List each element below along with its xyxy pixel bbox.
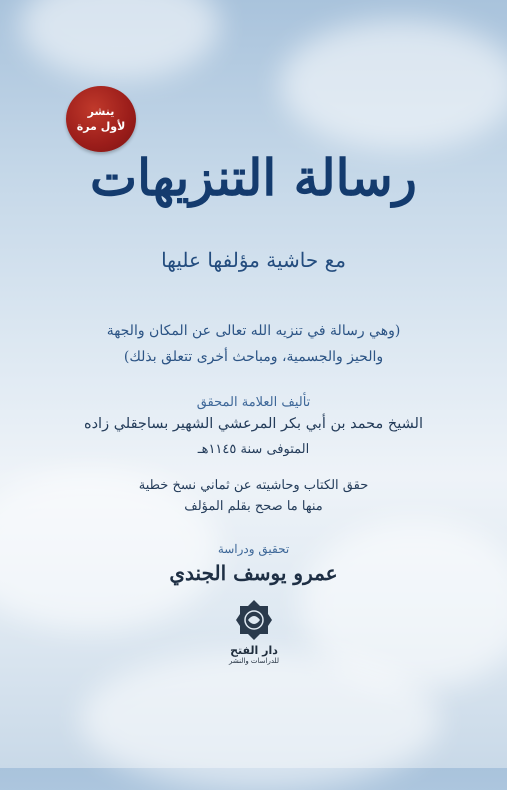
description-line-1: (وهي رسالة في تنزيه الله تعالى عن المكان والجهة	[106, 323, 401, 339]
author-name: الشيخ محمد بن أبي بكر المرعشي الشهير بساجقلي زاده	[84, 416, 423, 432]
seal-line-1: ينشر	[87, 105, 115, 118]
description-line-2: والحيز والجسمية، ومباحث أخرى تتعلق بذلك)	[123, 349, 384, 365]
book-title: رسالة التنزيهات	[90, 148, 417, 207]
author-label: تأليف العلامة المحقق	[196, 395, 311, 410]
seal-line-2: لأول مرة	[76, 120, 126, 133]
publisher-name: دار الفتح	[230, 644, 278, 657]
book-description	[50, 318, 457, 370]
edition-line-2: منها ما صحح بقلم المؤلف	[184, 499, 323, 514]
first-publication-seal	[66, 86, 136, 152]
editor-name: عمرو يوسف الجندي	[169, 561, 338, 585]
edition-line-1: حقق الكتاب وحاشيته عن ثماني نسخ خطية	[138, 478, 369, 493]
editor-label: تحقيق ودراسة	[217, 542, 290, 556]
publisher-tagline: للدراسات والنشر	[229, 657, 279, 665]
book-subtitle: مع حاشية مؤلفها عليها	[161, 248, 346, 272]
publisher-emblem-icon	[234, 598, 274, 642]
publisher-logo	[229, 598, 279, 678]
author-death-date: المتوفى سنة ١١٤٥هـ	[197, 442, 310, 457]
